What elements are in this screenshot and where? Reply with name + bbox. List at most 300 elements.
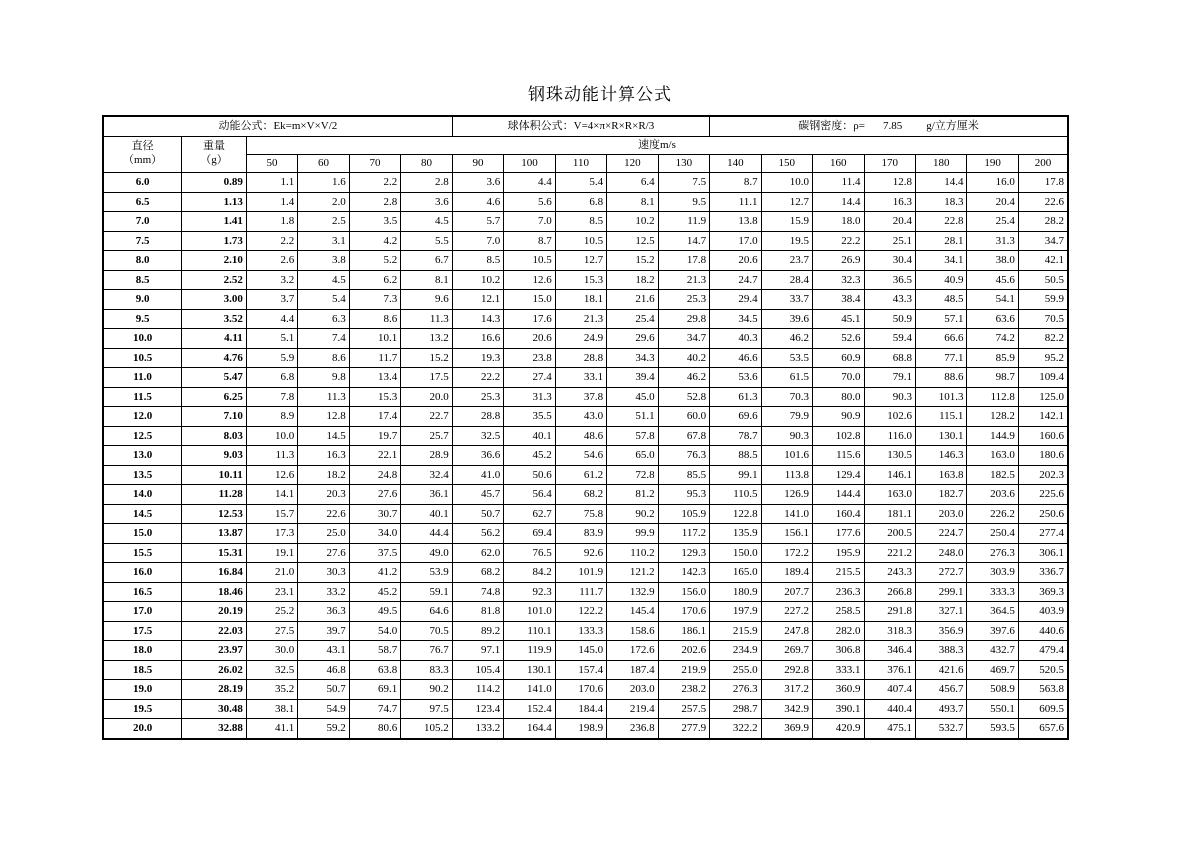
table-row	[103, 329, 1068, 349]
energy-cell: 61.2	[555, 465, 606, 485]
speed-header-cell: 200	[1018, 155, 1068, 173]
energy-cell: 68.8	[864, 348, 915, 368]
energy-cell: 25.2	[246, 602, 297, 622]
energy-cell: 25.4	[607, 309, 658, 329]
weight-cell: 30.48	[182, 699, 247, 719]
speed-header-cell: 170	[864, 155, 915, 173]
energy-cell: 11.4	[813, 173, 864, 193]
energy-cell: 22.1	[349, 446, 400, 466]
energy-cell: 135.9	[710, 524, 761, 544]
energy-cell: 40.1	[504, 426, 555, 446]
energy-cell: 146.3	[915, 446, 966, 466]
energy-cell: 126.9	[761, 485, 812, 505]
energy-cell: 33.7	[761, 290, 812, 310]
table-row	[103, 621, 1068, 641]
diameter-cell: 10.0	[103, 329, 182, 349]
energy-cell: 45.1	[813, 309, 864, 329]
energy-cell: 198.9	[555, 719, 606, 739]
energy-cell: 114.2	[452, 680, 503, 700]
weight-cell: 20.19	[182, 602, 247, 622]
table-row	[103, 543, 1068, 563]
energy-cell: 28.8	[555, 348, 606, 368]
energy-cell: 272.7	[915, 563, 966, 583]
energy-cell: 117.2	[658, 524, 709, 544]
energy-cell: 2.5	[298, 212, 349, 232]
energy-cell: 164.4	[504, 719, 555, 739]
energy-cell: 6.8	[246, 368, 297, 388]
energy-cell: 102.6	[864, 407, 915, 427]
energy-cell: 23.1	[246, 582, 297, 602]
diameter-cell: 9.0	[103, 290, 182, 310]
energy-cell: 7.3	[349, 290, 400, 310]
energy-cell: 31.3	[504, 387, 555, 407]
energy-cell: 8.9	[246, 407, 297, 427]
diameter-cell: 16.5	[103, 582, 182, 602]
speed-header-cell: 100	[504, 155, 555, 173]
speed-header-cell: 190	[967, 155, 1018, 173]
density-unit: g/立方厘米	[926, 120, 979, 133]
energy-cell: 276.3	[967, 543, 1018, 563]
energy-cell: 14.1	[246, 485, 297, 505]
energy-cell: 53.5	[761, 348, 812, 368]
energy-cell: 303.9	[967, 563, 1018, 583]
energy-cell: 110.5	[710, 485, 761, 505]
energy-cell: 238.2	[658, 680, 709, 700]
table-row	[103, 270, 1068, 290]
energy-cell: 11.9	[658, 212, 709, 232]
energy-cell: 128.2	[967, 407, 1018, 427]
table-row	[103, 524, 1068, 544]
energy-cell: 23.7	[761, 251, 812, 271]
weight-cell: 2.10	[182, 251, 247, 271]
energy-cell: 69.6	[710, 407, 761, 427]
energy-cell: 67.8	[658, 426, 709, 446]
weight-cell: 1.73	[182, 231, 247, 251]
energy-cell: 92.6	[555, 543, 606, 563]
diameter-cell: 13.5	[103, 465, 182, 485]
energy-cell: 4.2	[349, 231, 400, 251]
diameter-cell: 11.0	[103, 368, 182, 388]
weight-cell: 7.10	[182, 407, 247, 427]
energy-cell: 15.7	[246, 504, 297, 524]
energy-cell: 247.8	[761, 621, 812, 641]
energy-cell: 2.2	[246, 231, 297, 251]
energy-cell: 12.8	[864, 173, 915, 193]
energy-cell: 236.8	[607, 719, 658, 739]
table-row	[103, 231, 1068, 251]
energy-cell: 17.4	[349, 407, 400, 427]
weight-cell: 11.28	[182, 485, 247, 505]
energy-cell: 38.4	[813, 290, 864, 310]
energy-cell: 52.8	[658, 387, 709, 407]
energy-cell: 22.2	[813, 231, 864, 251]
energy-cell: 170.6	[555, 680, 606, 700]
energy-cell: 53.6	[710, 368, 761, 388]
energy-cell: 16.3	[298, 446, 349, 466]
energy-cell: 76.5	[504, 543, 555, 563]
energy-cell: 215.9	[710, 621, 761, 641]
diameter-cell: 19.0	[103, 680, 182, 700]
energy-cell: 18.1	[555, 290, 606, 310]
energy-cell: 32.3	[813, 270, 864, 290]
energy-cell: 129.3	[658, 543, 709, 563]
energy-cell: 493.7	[915, 699, 966, 719]
energy-cell: 170.6	[658, 602, 709, 622]
energy-cell: 50.7	[298, 680, 349, 700]
weight-cell: 13.87	[182, 524, 247, 544]
weight-header	[182, 137, 247, 173]
energy-cell: 163.0	[967, 446, 1018, 466]
energy-cell: 43.1	[298, 641, 349, 661]
weight-cell: 6.25	[182, 387, 247, 407]
energy-cell: 187.4	[607, 660, 658, 680]
energy-cell: 236.3	[813, 582, 864, 602]
diameter-unit: （mm）	[123, 154, 163, 166]
energy-cell: 7.0	[504, 212, 555, 232]
energy-cell: 9.8	[298, 368, 349, 388]
energy-cell: 11.3	[246, 446, 297, 466]
energy-cell: 95.3	[658, 485, 709, 505]
energy-cell: 30.4	[864, 251, 915, 271]
energy-cell: 115.6	[813, 446, 864, 466]
energy-cell: 90.3	[761, 426, 812, 446]
diameter-cell: 20.0	[103, 719, 182, 739]
energy-cell: 403.9	[1018, 602, 1068, 622]
energy-cell: 31.3	[967, 231, 1018, 251]
energy-cell: 520.5	[1018, 660, 1068, 680]
energy-cell: 15.9	[761, 212, 812, 232]
energy-cell: 10.0	[246, 426, 297, 446]
energy-cell: 14.7	[658, 231, 709, 251]
energy-cell: 255.0	[710, 660, 761, 680]
energy-cell: 219.4	[607, 699, 658, 719]
table-row	[103, 426, 1068, 446]
energy-cell: 197.9	[710, 602, 761, 622]
energy-cell: 62.7	[504, 504, 555, 524]
weight-cell: 22.03	[182, 621, 247, 641]
diameter-cell: 18.5	[103, 660, 182, 680]
energy-cell: 46.2	[761, 329, 812, 349]
energy-cell: 40.3	[710, 329, 761, 349]
energy-cell: 4.6	[452, 192, 503, 212]
energy-cell: 5.5	[401, 231, 453, 251]
energy-cell: 225.6	[1018, 485, 1068, 505]
table-row	[103, 699, 1068, 719]
energy-cell: 28.9	[401, 446, 453, 466]
diameter-cell: 11.5	[103, 387, 182, 407]
energy-cell: 54.0	[349, 621, 400, 641]
energy-cell: 593.5	[967, 719, 1018, 739]
energy-cell: 59.9	[1018, 290, 1068, 310]
energy-cell: 14.3	[452, 309, 503, 329]
diameter-cell: 6.5	[103, 192, 182, 212]
energy-cell: 74.7	[349, 699, 400, 719]
weight-cell: 5.47	[182, 368, 247, 388]
energy-cell: 333.1	[813, 660, 864, 680]
energy-cell: 14.5	[298, 426, 349, 446]
energy-cell: 336.7	[1018, 563, 1068, 583]
energy-cell: 317.2	[761, 680, 812, 700]
speed-header-cell: 120	[607, 155, 658, 173]
energy-cell: 144.9	[967, 426, 1018, 446]
energy-cell: 11.1	[710, 192, 761, 212]
energy-cell: 145.4	[607, 602, 658, 622]
energy-cell: 421.6	[915, 660, 966, 680]
table-row	[103, 446, 1068, 466]
energy-cell: 7.8	[246, 387, 297, 407]
energy-cell: 40.9	[915, 270, 966, 290]
energy-cell: 6.2	[349, 270, 400, 290]
energy-cell: 177.6	[813, 524, 864, 544]
energy-cell: 456.7	[915, 680, 966, 700]
energy-cell: 99.9	[607, 524, 658, 544]
diameter-cell: 12.0	[103, 407, 182, 427]
energy-cell: 130.1	[915, 426, 966, 446]
energy-cell: 17.3	[246, 524, 297, 544]
energy-cell: 11.3	[401, 309, 453, 329]
energy-cell: 45.6	[967, 270, 1018, 290]
energy-cell: 6.3	[298, 309, 349, 329]
energy-cell: 40.2	[658, 348, 709, 368]
diameter-cell: 13.0	[103, 446, 182, 466]
diameter-cell: 7.0	[103, 212, 182, 232]
energy-cell: 7.4	[298, 329, 349, 349]
energy-cell: 39.4	[607, 368, 658, 388]
energy-cell: 291.8	[864, 602, 915, 622]
energy-cell: 3.5	[349, 212, 400, 232]
energy-cell: 29.8	[658, 309, 709, 329]
volume-formula: 球体积公式：V=4×π×R×R×R/3	[452, 116, 709, 137]
energy-cell: 61.3	[710, 387, 761, 407]
energy-cell: 70.5	[1018, 309, 1068, 329]
energy-cell: 2.8	[401, 173, 453, 193]
energy-cell: 70.0	[813, 368, 864, 388]
energy-cell: 45.2	[504, 446, 555, 466]
energy-cell: 80.6	[349, 719, 400, 739]
weight-cell: 8.03	[182, 426, 247, 446]
energy-cell: 156.0	[658, 582, 709, 602]
energy-cell: 5.1	[246, 329, 297, 349]
energy-cell: 8.5	[555, 212, 606, 232]
energy-cell: 133.2	[452, 719, 503, 739]
energy-cell: 2.8	[349, 192, 400, 212]
energy-cell: 119.9	[504, 641, 555, 661]
energy-cell: 17.0	[710, 231, 761, 251]
energy-cell: 27.4	[504, 368, 555, 388]
speed-header-cell: 90	[452, 155, 503, 173]
energy-cell: 397.6	[967, 621, 1018, 641]
energy-cell: 72.8	[607, 465, 658, 485]
table-row	[103, 309, 1068, 329]
energy-cell: 1.1	[246, 173, 297, 193]
energy-cell: 8.5	[452, 251, 503, 271]
energy-cell: 21.3	[555, 309, 606, 329]
energy-cell: 12.6	[246, 465, 297, 485]
energy-cell: 112.8	[967, 387, 1018, 407]
energy-cell: 5.7	[452, 212, 503, 232]
weight-cell: 16.84	[182, 563, 247, 583]
energy-cell: 10.5	[555, 231, 606, 251]
energy-cell: 22.8	[915, 212, 966, 232]
density-value: 7.85	[882, 120, 903, 133]
table-row	[103, 407, 1068, 427]
energy-cell: 83.9	[555, 524, 606, 544]
energy-cell: 141.0	[504, 680, 555, 700]
energy-cell: 41.1	[246, 719, 297, 739]
energy-cell: 25.3	[658, 290, 709, 310]
energy-cell: 22.7	[401, 407, 453, 427]
energy-cell: 202.3	[1018, 465, 1068, 485]
energy-cell: 22.2	[452, 368, 503, 388]
energy-cell: 13.4	[349, 368, 400, 388]
speed-header: 速度m/s	[246, 137, 1068, 155]
energy-cell: 38.0	[967, 251, 1018, 271]
energy-cell: 16.0	[967, 173, 1018, 193]
diameter-cell: 17.0	[103, 602, 182, 622]
energy-cell: 10.1	[349, 329, 400, 349]
weight-cell: 3.52	[182, 309, 247, 329]
energy-cell: 440.6	[1018, 621, 1068, 641]
diameter-cell: 7.5	[103, 231, 182, 251]
energy-cell: 97.5	[401, 699, 453, 719]
energy-cell: 5.2	[349, 251, 400, 271]
energy-cell: 8.1	[607, 192, 658, 212]
energy-cell: 101.0	[504, 602, 555, 622]
energy-cell: 92.3	[504, 582, 555, 602]
energy-cell: 132.9	[607, 582, 658, 602]
diameter-cell: 19.5	[103, 699, 182, 719]
energy-cell: 195.9	[813, 543, 864, 563]
energy-cell: 277.9	[658, 719, 709, 739]
energy-cell: 25.1	[864, 231, 915, 251]
energy-cell: 25.7	[401, 426, 453, 446]
energy-cell: 21.3	[658, 270, 709, 290]
table-row	[103, 368, 1068, 388]
table-row	[103, 660, 1068, 680]
energy-cell: 12.5	[607, 231, 658, 251]
energy-cell: 68.2	[555, 485, 606, 505]
energy-cell: 116.0	[864, 426, 915, 446]
speed-header-cell: 150	[761, 155, 812, 173]
energy-cell: 101.9	[555, 563, 606, 583]
energy-cell: 156.1	[761, 524, 812, 544]
energy-cell: 30.0	[246, 641, 297, 661]
energy-cell: 30.7	[349, 504, 400, 524]
energy-cell: 152.4	[504, 699, 555, 719]
energy-cell: 82.2	[1018, 329, 1068, 349]
energy-cell: 27.6	[349, 485, 400, 505]
weight-cell: 9.03	[182, 446, 247, 466]
energy-cell: 203.6	[967, 485, 1018, 505]
energy-cell: 10.0	[761, 173, 812, 193]
energy-cell: 3.1	[298, 231, 349, 251]
energy-cell: 475.1	[864, 719, 915, 739]
energy-cell: 17.6	[504, 309, 555, 329]
energy-cell: 30.3	[298, 563, 349, 583]
energy-cell: 6.4	[607, 173, 658, 193]
energy-cell: 101.3	[915, 387, 966, 407]
weight-cell: 3.00	[182, 290, 247, 310]
weight-cell: 18.46	[182, 582, 247, 602]
energy-cell: 29.4	[710, 290, 761, 310]
energy-cell: 144.4	[813, 485, 864, 505]
energy-cell: 12.7	[555, 251, 606, 271]
energy-cell: 43.0	[555, 407, 606, 427]
energy-cell: 39.7	[298, 621, 349, 641]
energy-cell: 34.7	[1018, 231, 1068, 251]
weight-cell: 12.53	[182, 504, 247, 524]
energy-cell: 508.9	[967, 680, 1018, 700]
energy-cell: 49.0	[401, 543, 453, 563]
table-row	[103, 387, 1068, 407]
energy-cell: 51.1	[607, 407, 658, 427]
energy-cell: 1.8	[246, 212, 297, 232]
energy-cell: 8.6	[298, 348, 349, 368]
energy-cell: 479.4	[1018, 641, 1068, 661]
energy-cell: 69.1	[349, 680, 400, 700]
energy-cell: 20.6	[504, 329, 555, 349]
energy-cell: 28.1	[915, 231, 966, 251]
energy-cell: 18.2	[607, 270, 658, 290]
energy-cell: 215.5	[813, 563, 864, 583]
energy-cell: 163.8	[915, 465, 966, 485]
energy-cell: 420.9	[813, 719, 864, 739]
energy-cell: 376.1	[864, 660, 915, 680]
energy-cell: 3.6	[452, 173, 503, 193]
energy-cell: 113.8	[761, 465, 812, 485]
energy-cell: 97.1	[452, 641, 503, 661]
energy-cell: 32.5	[452, 426, 503, 446]
energy-cell: 56.4	[504, 485, 555, 505]
energy-cell: 327.1	[915, 602, 966, 622]
energy-cell: 2.6	[246, 251, 297, 271]
energy-cell: 34.5	[710, 309, 761, 329]
energy-cell: 78.7	[710, 426, 761, 446]
energy-cell: 160.6	[1018, 426, 1068, 446]
diameter-cell: 15.0	[103, 524, 182, 544]
kinetic-formula: 动能公式：Ek=m×V×V/2	[103, 116, 452, 137]
energy-cell: 181.1	[864, 504, 915, 524]
energy-cell: 4.4	[504, 173, 555, 193]
energy-cell: 64.6	[401, 602, 453, 622]
energy-cell: 19.1	[246, 543, 297, 563]
diameter-cell: 15.5	[103, 543, 182, 563]
formula-row	[103, 116, 1068, 137]
energy-cell: 276.3	[710, 680, 761, 700]
energy-cell: 39.6	[761, 309, 812, 329]
table-row	[103, 465, 1068, 485]
energy-cell: 60.9	[813, 348, 864, 368]
energy-cell: 250.4	[967, 524, 1018, 544]
energy-cell: 369.3	[1018, 582, 1068, 602]
energy-cell: 105.9	[658, 504, 709, 524]
energy-cell: 226.2	[967, 504, 1018, 524]
energy-cell: 79.1	[864, 368, 915, 388]
energy-cell: 36.1	[401, 485, 453, 505]
diameter-cell: 10.5	[103, 348, 182, 368]
energy-cell: 346.4	[864, 641, 915, 661]
energy-cell: 182.7	[915, 485, 966, 505]
energy-cell: 20.4	[967, 192, 1018, 212]
diameter-cell: 16.0	[103, 563, 182, 583]
energy-cell: 17.8	[658, 251, 709, 271]
energy-cell: 53.9	[401, 563, 453, 583]
energy-cell: 157.4	[555, 660, 606, 680]
energy-cell: 28.8	[452, 407, 503, 427]
diameter-cell: 8.0	[103, 251, 182, 271]
energy-cell: 227.2	[761, 602, 812, 622]
energy-cell: 34.7	[658, 329, 709, 349]
